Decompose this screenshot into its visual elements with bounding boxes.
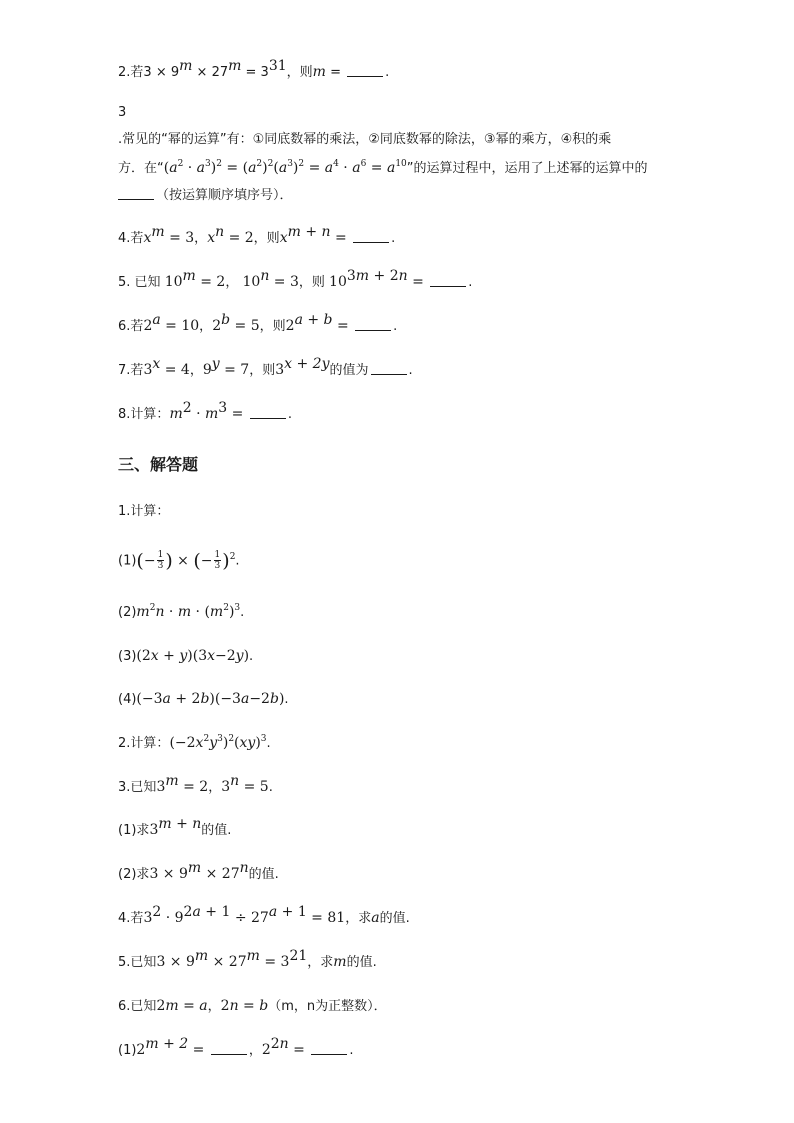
answer-blank[interactable] xyxy=(118,187,154,200)
solve-3: 3.已知$3^m = 2$，$3^n = 5$. xyxy=(118,773,273,795)
math-expression: $m^2n \cdot m \cdot (m^2)^3$ xyxy=(136,603,241,620)
math-var: m xyxy=(312,64,326,80)
question-text: （按运算顺序填序号）． xyxy=(156,188,293,203)
question-text: 的值. xyxy=(379,911,410,926)
question-text: ， xyxy=(208,780,222,795)
question-text: 已知 xyxy=(130,999,157,1014)
question-text: ，则 xyxy=(249,363,276,378)
question-text: × 27 xyxy=(192,65,229,80)
question-7: 7.若$3^x = 4$，$9^y = 7$，则$3^{x + 2y}$的值为 . xyxy=(118,356,413,378)
solve-1-part-2: $(2)m^2n \cdot m \cdot (m^2)^3$. xyxy=(118,603,245,620)
answer-blank[interactable] xyxy=(250,406,286,419)
question-text: ， xyxy=(199,319,213,334)
question-3-line-3 xyxy=(118,186,714,206)
solve-1-part-1: (1)(− $\frac{1}{3}$ ) × (− $\frac{1}{3}$ )$^2$. xyxy=(118,549,240,572)
question-text: 的值. xyxy=(201,823,232,838)
question-text: 若 xyxy=(130,911,144,926)
question-number: 8 xyxy=(118,407,127,422)
math-expression: $(a^2 \cdot a^3)^2 = (a^2)^2(a^3)^2 = a^4 \cdot a^6 = a^{10}$ xyxy=(163,159,407,176)
answer-blank[interactable] xyxy=(353,230,389,243)
question-number: 2 xyxy=(118,65,127,80)
question-text: 求 xyxy=(136,823,150,838)
part-label: (2) xyxy=(118,867,137,882)
question-text: 计算： xyxy=(130,407,170,422)
question-text: （m，n为正整数）． xyxy=(268,999,387,1014)
question-text: . xyxy=(391,231,396,246)
math-expression: (2x + y)(3x−2y) xyxy=(136,648,250,664)
question-number: 1 xyxy=(118,504,127,519)
solve-1: 1.计算： xyxy=(118,504,170,519)
math-expression: (− $\frac{1}{3}$ ) × (− $\frac{1}{3}$ )$^2$ xyxy=(136,549,236,572)
question-text: 的值. xyxy=(346,955,377,970)
part-label: (2) xyxy=(118,605,137,620)
question-text: ，则 xyxy=(259,319,286,334)
solve-6-part-1: $(1)2^{m + 2}$ = ，$2^{2n}$ = . xyxy=(118,1036,354,1058)
question-3-line-1 xyxy=(118,130,714,150)
solve-1-part-3: (3)(2x + y)(3x−2y). xyxy=(118,648,254,664)
question-text: 的值. xyxy=(248,867,279,882)
question-2: 2.若$3 \times 9^m \times 27^m = 3^{31}$，则m = . xyxy=(118,58,390,80)
solve-5: 5.已知$3 \times 9^m \times 27^m = 3^{21}$，求m的值. xyxy=(118,948,377,970)
math-expression: (−3a + 2b)(−3a−2b) xyxy=(136,691,285,707)
question-number: 4 xyxy=(118,911,127,926)
question-number: 6 xyxy=(118,319,127,334)
question-text: 求 xyxy=(136,867,150,882)
question-number: 4 xyxy=(118,231,127,246)
answer-blank[interactable] xyxy=(311,1042,347,1055)
question-number: 3 xyxy=(118,105,127,120)
solve-3-part-1: (1)求$3^{m + n}$的值. xyxy=(118,816,232,838)
question-text: . xyxy=(393,319,398,334)
question-3-line-2 xyxy=(118,158,714,179)
answer-blank[interactable] xyxy=(371,362,407,375)
question-4: 4.若$x^m = 3$，$x^n = 2$，则$x^{m + n}$ = . xyxy=(118,224,396,246)
question-text: .常见的“幂的运算”有：①同底数幂的乘法，②同底数幂的除法，③幂的乘方，④积的乘 xyxy=(118,132,612,147)
question-number: 6 xyxy=(118,999,127,1014)
question-text: ，则 xyxy=(253,231,280,246)
question-3-number xyxy=(118,103,714,123)
section-heading: 三、解答题 xyxy=(118,455,199,474)
question-text: 的值为 xyxy=(329,363,369,378)
solve-4: 4.若$3^2 \cdot 9^{2a + 1} \div 27^{a + 1} = 81$，求a的值. xyxy=(118,904,410,926)
question-text: 计算： xyxy=(130,736,170,751)
part-label: (3) xyxy=(118,649,137,664)
question-text: ， xyxy=(194,231,208,246)
question-text: . 已知 xyxy=(126,275,165,290)
part-label: (4) xyxy=(118,692,137,707)
question-text: ， xyxy=(248,1043,262,1058)
question-text: 若 xyxy=(130,319,144,334)
part-label: (1) xyxy=(118,1043,137,1058)
question-text: ，求 xyxy=(345,911,372,926)
question-text: ， xyxy=(225,275,243,290)
answer-blank[interactable] xyxy=(211,1042,247,1055)
question-text: 若 xyxy=(130,363,144,378)
question-text: ，则 xyxy=(298,275,330,290)
question-text: ， xyxy=(189,363,203,378)
math-expression: $(-2x^2y^3)^2(xy)^3$ xyxy=(169,734,267,751)
question-text: 若3 × 9 xyxy=(130,65,180,80)
question-text: ， xyxy=(207,999,221,1014)
answer-blank[interactable] xyxy=(355,318,391,331)
solve-1-part-4: (4)(−3a + 2b)(−3a−2b). xyxy=(118,691,289,707)
part-label: (1) xyxy=(118,823,137,838)
question-text: 方．在“ xyxy=(118,161,164,176)
question-text: 计算： xyxy=(130,504,170,519)
question-number: 2 xyxy=(118,736,127,751)
question-text: . xyxy=(408,363,413,378)
question-text: 已知 xyxy=(130,955,157,970)
question-text: = xyxy=(325,65,346,80)
question-text: 若 xyxy=(130,231,144,246)
question-number: 3 xyxy=(118,780,127,795)
question-text: = 3 xyxy=(241,65,269,80)
question-text: ，则 xyxy=(286,65,313,80)
solve-6: 6.已知2m = a，2n = b（m，n为正整数）． xyxy=(118,998,387,1014)
answer-blank[interactable] xyxy=(347,64,383,77)
question-text: . xyxy=(287,407,292,422)
answer-blank[interactable] xyxy=(430,274,466,287)
question-text: 已知 xyxy=(130,780,157,795)
solve-2: 2.计算：$(-2x^2y^3)^2(xy)^3$. xyxy=(118,734,271,751)
part-label: (1) xyxy=(118,553,137,569)
solve-3-part-2: (2)求$3 \times 9^m \times 27^n$的值. xyxy=(118,860,279,882)
question-text: . xyxy=(468,275,473,290)
question-number: 5 xyxy=(118,955,127,970)
question-text: . xyxy=(385,65,390,80)
question-number: 5 xyxy=(118,275,127,290)
question-text: ”的运算过程中，运用了上述幂的运算中的 xyxy=(406,161,648,176)
question-6: 6.若$2^a = 10$，$2^b = 5$，则$2^{a + b}$ = . xyxy=(118,312,398,334)
question-8: 8.计算：$m^2 \cdot m^3$ = . xyxy=(118,400,292,422)
question-text: ，求 xyxy=(307,955,334,970)
question-5: 5. 已知 $10^m = 2$， $10^n = 3$，则 $10^{3m + 2n}$ = . xyxy=(118,268,473,290)
question-number: 7 xyxy=(118,363,127,378)
